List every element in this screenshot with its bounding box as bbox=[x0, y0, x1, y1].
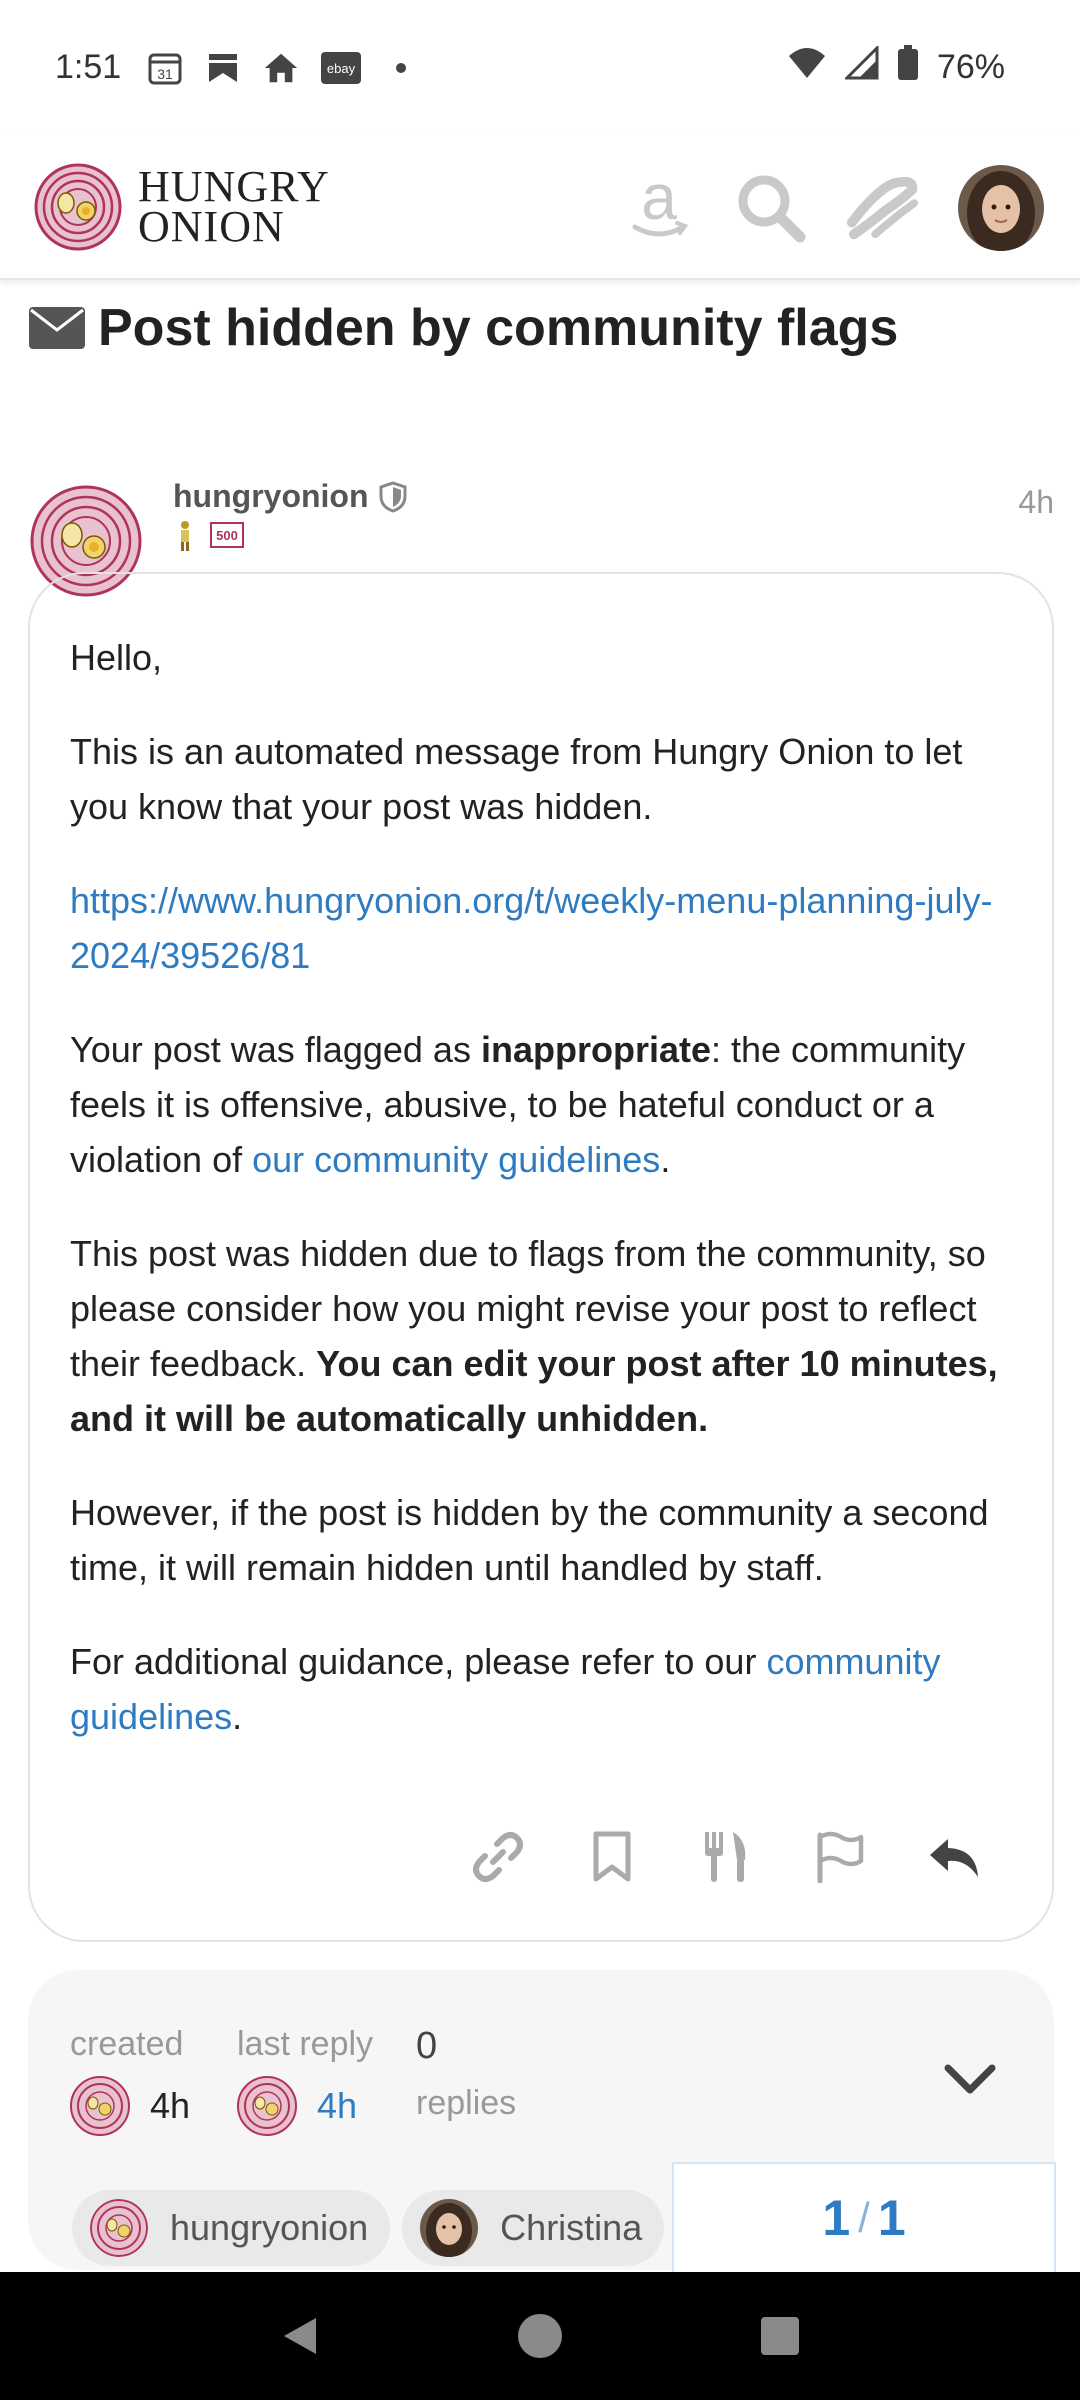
battery-percent: 76% bbox=[936, 48, 1005, 86]
edit-notice: You can edit your post after 10 minutes, and it will be automatically unhidden. bbox=[70, 1343, 998, 1439]
badge-500-label: 500 bbox=[216, 528, 238, 543]
logo-line2: ONION bbox=[138, 201, 285, 251]
site-logo[interactable] bbox=[34, 163, 330, 251]
post-username-text: hungryonion bbox=[173, 478, 369, 514]
fork-knife-icon[interactable] bbox=[695, 1826, 757, 1888]
recents-icon[interactable] bbox=[750, 2306, 810, 2366]
post-paragraph-5: For additional guidance, please refer to our community guidelines. bbox=[70, 1641, 941, 1737]
progress-slash: / bbox=[858, 2194, 870, 2241]
post-username[interactable] bbox=[173, 478, 407, 515]
created-label: created bbox=[70, 2025, 184, 2063]
system-nav-bar bbox=[0, 2272, 1080, 2400]
bookmark-icon[interactable] bbox=[581, 1826, 643, 1888]
progress-current: 1 bbox=[822, 2190, 851, 2246]
flag-icon[interactable] bbox=[809, 1826, 871, 1888]
envelope-icon bbox=[28, 306, 86, 350]
participant-name: hungryonion bbox=[170, 2207, 369, 2248]
topic-replies bbox=[416, 2025, 516, 2123]
amazon-icon[interactable] bbox=[622, 171, 696, 245]
guidelines-link-1[interactable]: our community guidelines bbox=[252, 1139, 661, 1180]
site-logo-text bbox=[138, 161, 330, 251]
chevron-down-icon[interactable] bbox=[942, 2060, 998, 2100]
calendar-icon bbox=[147, 50, 183, 86]
ebay-label: ebay bbox=[327, 60, 356, 76]
post-paragraph-1: This is an automated message from Hungry Onion to let you know that your post was hidden. bbox=[70, 731, 963, 827]
signal-icon bbox=[845, 46, 879, 89]
ebay-icon bbox=[321, 50, 361, 86]
participant-chip[interactable] bbox=[72, 2190, 390, 2266]
created-value: 4h bbox=[150, 2085, 191, 2126]
post-body bbox=[70, 630, 1020, 1783]
battery-icon bbox=[897, 45, 919, 90]
home-icon bbox=[263, 50, 299, 86]
topic-progress[interactable] bbox=[672, 2162, 1056, 2272]
topic-created bbox=[70, 2025, 190, 2136]
moderator-shield-icon bbox=[379, 481, 407, 513]
copy-link-icon[interactable] bbox=[467, 1826, 529, 1888]
topic-title bbox=[28, 298, 898, 358]
participant-avatar bbox=[90, 2199, 148, 2257]
hidden-post-link[interactable]: https://www.hungryonion.org/t/weekly-menu-planning-july-2024/39526/81 bbox=[70, 880, 993, 976]
participant-name: Christina bbox=[500, 2207, 643, 2248]
bookmark-stack-icon bbox=[205, 50, 241, 86]
topic-title-text: Post hidden by community flags bbox=[98, 299, 899, 357]
search-icon[interactable] bbox=[734, 171, 808, 245]
post-actions bbox=[467, 1826, 985, 1888]
post-greeting: Hello, bbox=[70, 637, 163, 678]
svg-text:a: a bbox=[641, 170, 677, 233]
hamburger-icon[interactable] bbox=[846, 171, 920, 245]
logo-line1: HUNGRY bbox=[138, 161, 330, 211]
last-reply-value[interactable]: 4h bbox=[317, 2085, 358, 2126]
onion-logo-icon bbox=[34, 163, 122, 251]
badge-500-icon bbox=[210, 521, 244, 551]
dot-icon bbox=[383, 50, 419, 86]
topic-last-reply bbox=[237, 2025, 373, 2136]
figure-badge-icon bbox=[176, 520, 194, 552]
flag-reason: inappropriate bbox=[480, 1029, 711, 1070]
back-icon[interactable] bbox=[270, 2306, 330, 2366]
replies-count: 0 bbox=[416, 2025, 438, 2067]
created-avatar[interactable] bbox=[70, 2076, 130, 2136]
participant-avatar bbox=[420, 2199, 478, 2257]
wifi-icon bbox=[787, 46, 827, 89]
status-bar bbox=[0, 0, 1080, 135]
home-button-icon[interactable] bbox=[510, 2306, 570, 2366]
user-avatar[interactable] bbox=[958, 165, 1044, 251]
replies-label: replies bbox=[416, 2084, 517, 2122]
user-badges bbox=[176, 520, 244, 552]
last-reply-avatar[interactable] bbox=[237, 2076, 297, 2136]
reply-icon[interactable] bbox=[923, 1826, 985, 1888]
post-date[interactable]: 4h bbox=[1018, 484, 1054, 520]
post-paragraph-2: Your post was flagged as inappropriate: the community feels it is offensive, abusive, to be hateful conduct or a violation of our community guidelines. bbox=[70, 1029, 966, 1180]
post-paragraph-4: However, if the post is hidden by the community a second time, it will remain hidden until handled by staff. bbox=[70, 1492, 989, 1588]
post-paragraph-3: This post was hidden due to flags from the community, so please consider how you might revise your post to reflect their feedback. You can edit your post after 10 minutes, and it will be automatically unhidden. bbox=[70, 1233, 998, 1439]
participant-chip[interactable] bbox=[402, 2190, 664, 2266]
calendar-day: 31 bbox=[157, 65, 173, 82]
last-reply-label: last reply bbox=[237, 2025, 374, 2063]
participants bbox=[72, 2190, 664, 2266]
progress-total: 1 bbox=[877, 2190, 906, 2246]
guidelines-link-2[interactable]: community guidelines bbox=[70, 1641, 941, 1737]
status-time: 1:51 bbox=[55, 48, 122, 86]
app-header bbox=[0, 135, 1080, 280]
